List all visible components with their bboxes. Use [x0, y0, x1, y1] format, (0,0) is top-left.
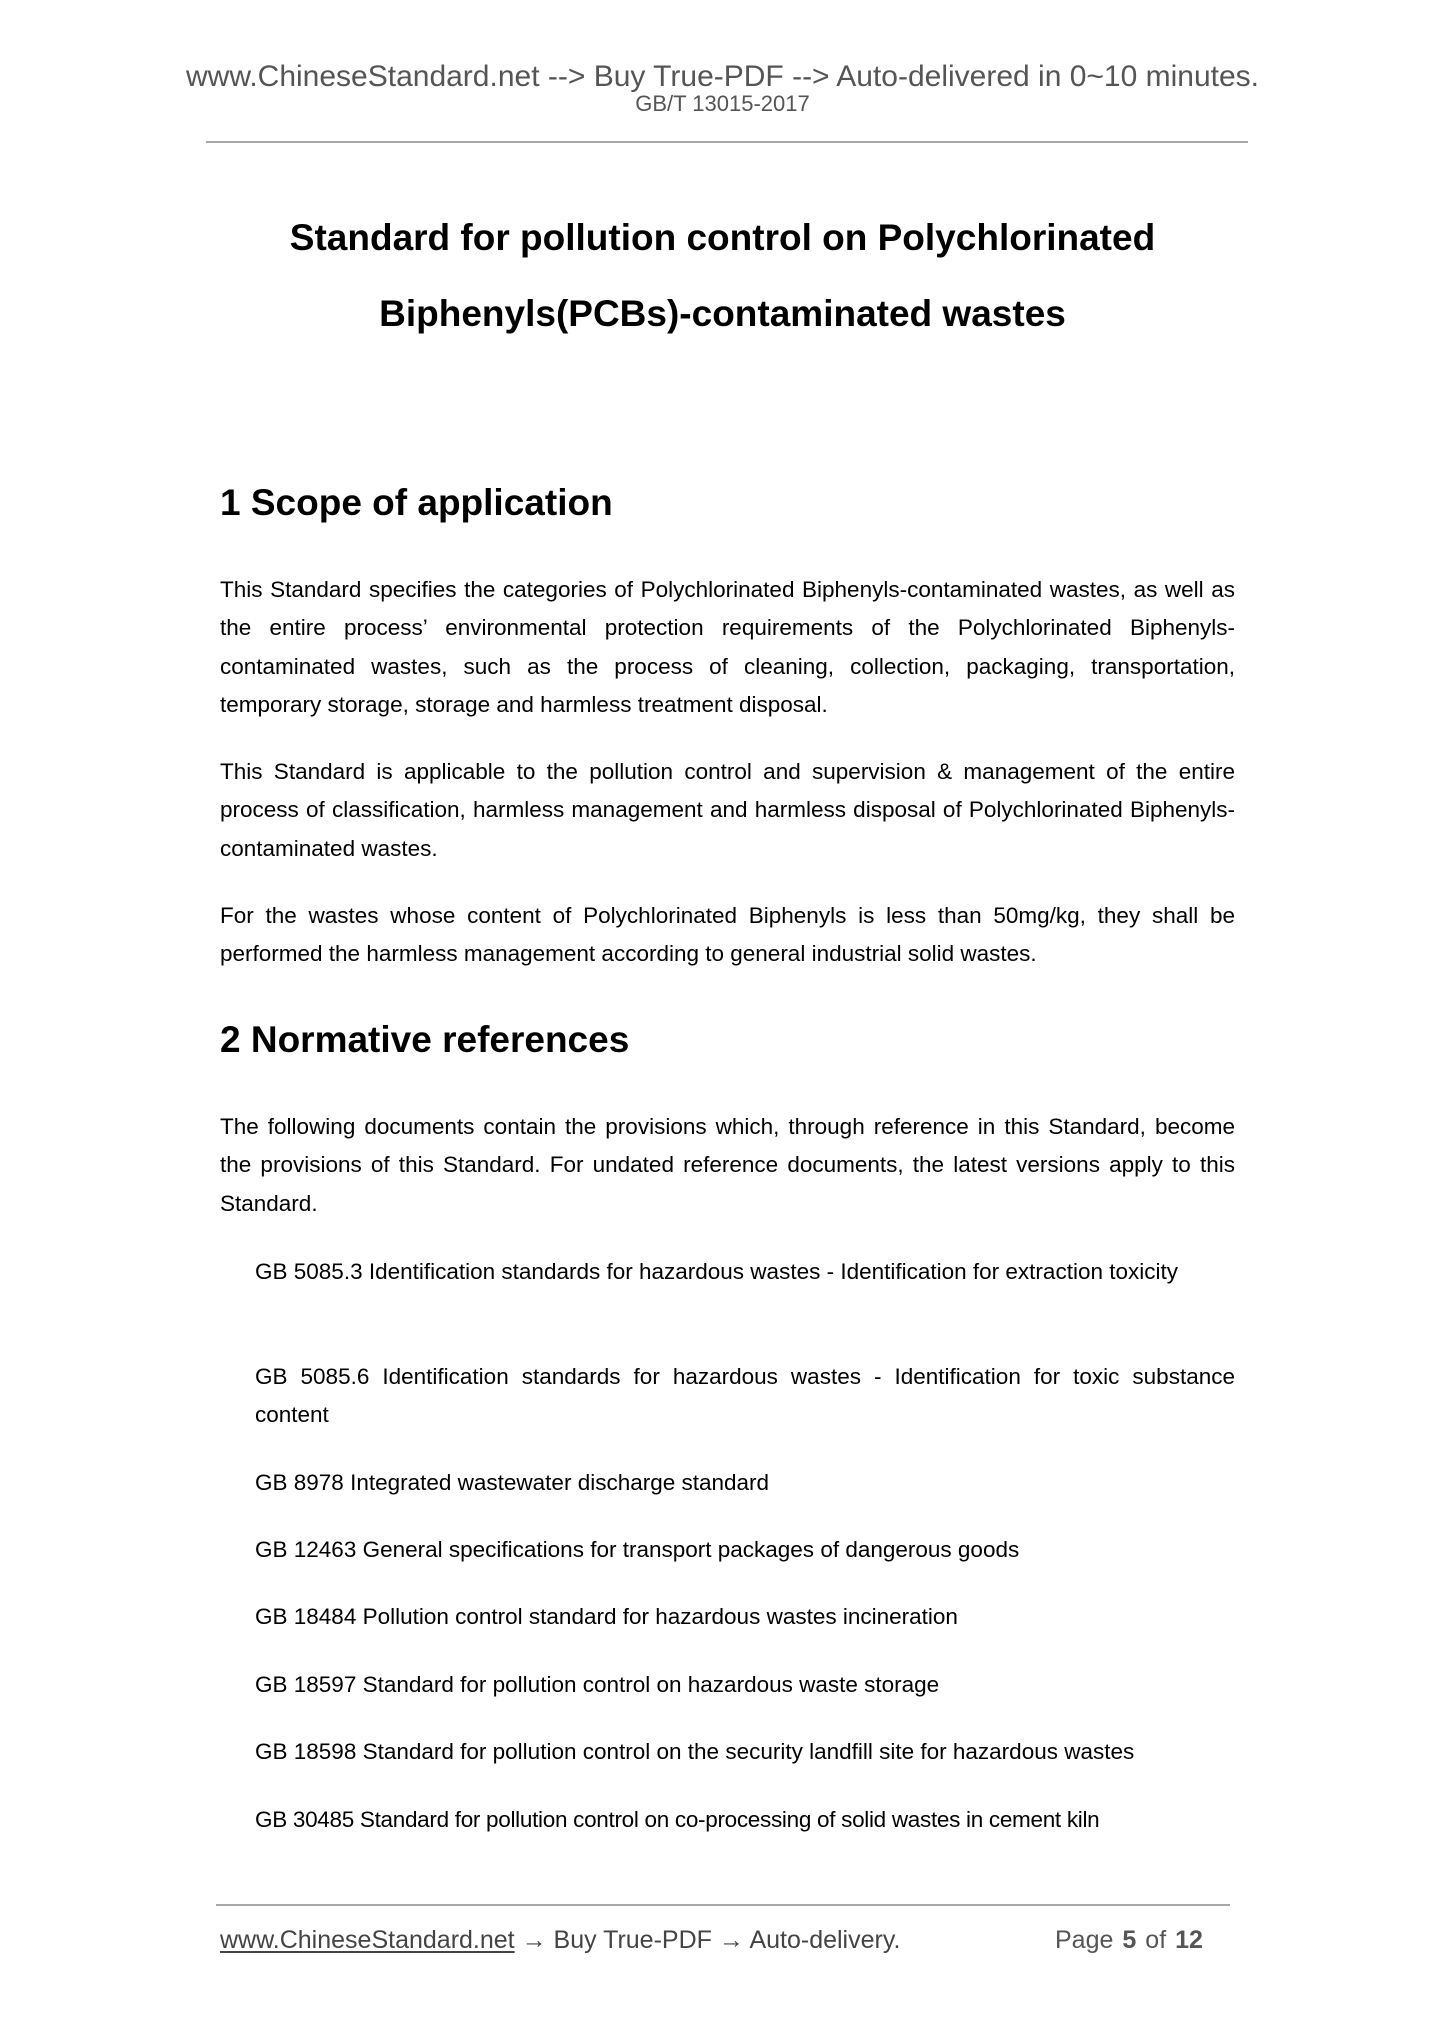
page-label: Page — [1055, 1926, 1114, 1954]
paragraph: This Standard is applicable to the pollution control and supervision & management of the entire process of classification, harmless management and harmless disposal of Polychlorinated Biphenyls-contaminated wastes. — [220, 759, 1235, 861]
title-line-2: Biphenyls(PCBs)-contaminated wastes — [379, 293, 1066, 334]
section-heading-normative-references: 2 Normative references — [220, 1019, 630, 1060]
paragraph: For the wastes whose content of Polychlorinated Biphenyls is less than 50mg/kg, they shall be performed the harmless management according to general industrial solid wastes. — [220, 903, 1235, 967]
reference-item: GB 18598 Standard for pollution control on the security landfill site for hazardous wastes — [255, 1739, 1135, 1764]
footer-step-delivery: Auto-delivery. — [749, 1926, 901, 1954]
reference-item: GB 5085.3 Identification standards for hazardous wastes - Identification for extraction toxicity — [255, 1259, 1178, 1284]
total-pages: 12 — [1175, 1926, 1203, 1954]
header-divider — [206, 141, 1248, 143]
page-indicator — [1055, 1924, 1203, 1956]
reference-item: GB 5085.6 Identification standards for hazardous wastes - Identification for toxic substance content — [255, 1364, 1235, 1428]
footer-site-link[interactable]: www.ChineseStandard.net — [220, 1926, 515, 1954]
footer-divider — [216, 1904, 1230, 1906]
reference-item: GB 18597 Standard for pollution control on hazardous waste storage — [255, 1672, 940, 1697]
reference-item: GB 30485 Standard for pollution control on co-processing of solid wastes in cement kiln — [255, 1807, 1100, 1832]
section-heading-scope: 1 Scope of application — [220, 482, 613, 523]
header-banner: www.ChineseStandard.net --> Buy True-PDF --> Auto-delivered in 0~10 minutes. — [185, 60, 1260, 93]
of-label: of — [1145, 1926, 1167, 1954]
arrow-right-icon: → — [521, 1926, 547, 1954]
reference-item: GB 8978 Integrated wastewater discharge standard — [255, 1470, 770, 1495]
reference-item: GB 12463 General specifications for transport packages of dangerous goods — [255, 1537, 1020, 1562]
standard-code: GB/T 13015-2017 — [635, 91, 810, 116]
title-line-1: Standard for pollution control on Polychlorinated — [289, 217, 1156, 258]
paragraph: The following documents contain the provisions which, through reference in this Standard, become the provisions of this Standard. For undated reference documents, the latest versions apply to this Standard. — [220, 1114, 1235, 1216]
footer-step-buy: Buy True-PDF — [553, 1926, 712, 1954]
paragraph: This Standard specifies the categories of Polychlorinated Biphenyls-contaminated wastes, as well as the entire process’ environmental protection requirements of the Polychlorinated Biphenyls-contaminated wastes, such as the process of cleaning, collection, packaging, transportation, temporary storage, storage and harmless treatment disposal. — [220, 577, 1235, 717]
footer-promo — [220, 1924, 900, 1956]
current-page: 5 — [1122, 1926, 1137, 1954]
document-title — [0, 200, 1445, 352]
arrow-right-icon: → — [718, 1926, 744, 1954]
reference-item: GB 18484 Pollution control standard for hazardous wastes incineration — [255, 1604, 958, 1629]
